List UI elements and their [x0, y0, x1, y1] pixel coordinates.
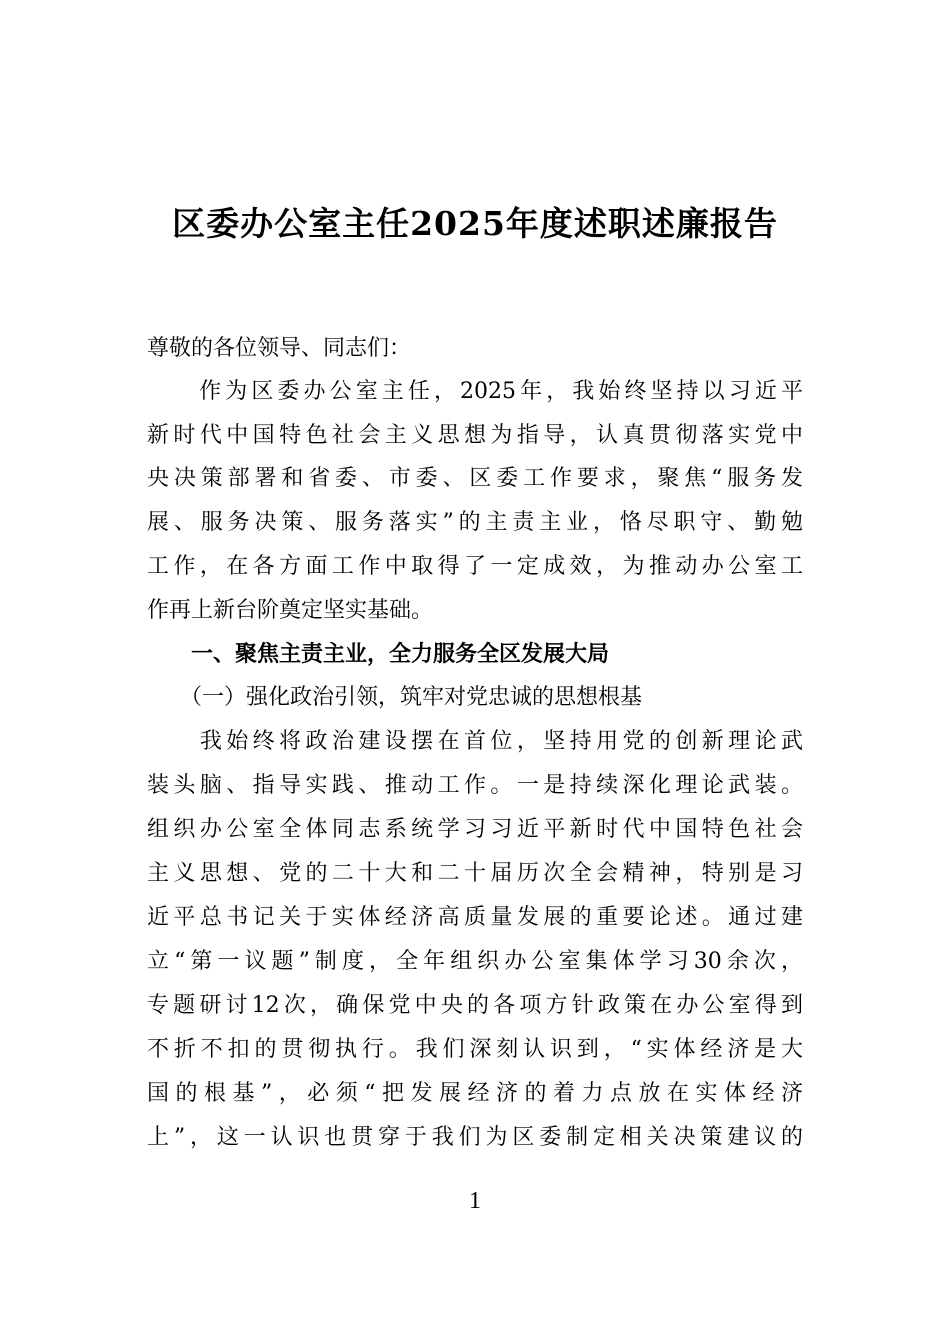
paragraph-line-14: 不折不扣的贯彻执行。我们深刻认识到，“实体经济是大 [147, 1037, 803, 1062]
paragraph-line-5: 工作，在各方面工作中取得了一定成效，为推动办公室工 [147, 554, 803, 579]
paragraph-line-7: 我始终将政治建设摆在首位，坚持用党的创新理论武 [147, 729, 803, 754]
section-heading-1: 一、聚焦主责主业，全力服务全区发展大局 [147, 642, 610, 667]
document-title: 区委办公室主任2025年度述职述廉报告 [172, 204, 778, 243]
paragraph-line-16: 上”，这一认识也贯穿于我们为区委制定相关决策建议的 [147, 1125, 803, 1150]
paragraph-line-6: 作再上新台阶奠定坚实基础。 [147, 598, 434, 623]
subsection-heading-1: （一）强化政治引领，筑牢对党忠诚的思想根基 [147, 685, 643, 710]
paragraph-line-8: 装头脑、指导实践、推动工作。一是持续深化理论武装。 [147, 773, 803, 798]
page-number: 1 [469, 1188, 481, 1214]
paragraph-line-4: 展、服务决策、服务落实”的主责主业，恪尽职守、勤勉 [147, 510, 803, 535]
paragraph-line-1: 作为区委办公室主任，2025年，我始终坚持以习近平 [147, 379, 803, 404]
greeting: 尊敬的各位领导、同志们： [147, 336, 412, 361]
paragraph-line-10: 主义思想、党的二十大和二十届历次全会精神，特别是习 [147, 861, 803, 886]
paragraph-line-3: 央决策部署和省委、市委、区委工作要求，聚焦“服务发 [147, 466, 803, 491]
paragraph-line-9: 组织办公室全体同志系统学习习近平新时代中国特色社会 [147, 817, 803, 842]
paragraph-line-15: 国的根基”，必须“把发展经济的着力点放在实体经济 [147, 1081, 803, 1106]
paragraph-line-13: 专题研讨12次，确保党中央的各项方针政策在办公室得到 [147, 993, 803, 1018]
paragraph-line-2: 新时代中国特色社会主义思想为指导，认真贯彻落实党中 [147, 423, 803, 448]
paragraph-line-11: 近平总书记关于实体经济高质量发展的重要论述。通过建 [147, 905, 803, 930]
paragraph-line-12: 立“第一议题”制度，全年组织办公室集体学习30余次， [147, 949, 803, 974]
